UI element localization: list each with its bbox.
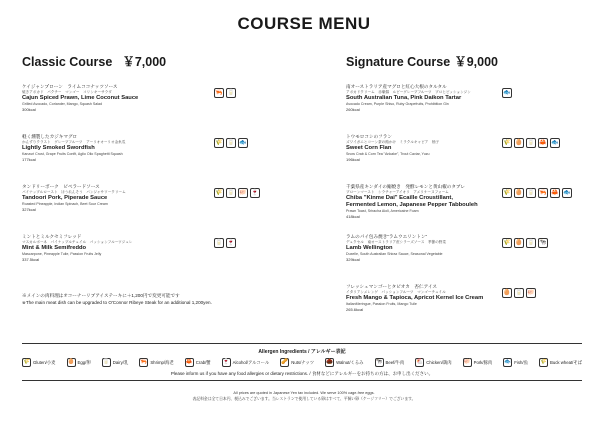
footer-en: All prices are quoted in Japanese Yen tax included. We serve 100% cage-free eggs. bbox=[233, 391, 375, 395]
allergen-label: Egg/卵 bbox=[77, 359, 91, 365]
item-desc-jp: プローンマースト シラチャーアイオリ アメリケーヌフォーム bbox=[346, 190, 449, 194]
allergen-icons bbox=[214, 138, 248, 148]
egg-icon: 🥚 bbox=[503, 290, 511, 296]
classic-course-heading bbox=[22, 52, 252, 70]
item-desc-jp: かんずりクラスト グレープフルーツ アーリオオーリオ金糸瓜 bbox=[22, 140, 126, 144]
item-name-jp: タンドリーポーク ピペラードソース bbox=[22, 184, 100, 189]
item-desc-jp: マスカルポーネ パイナップルチュイル パッションフルーツジュレ bbox=[22, 240, 133, 244]
item-desc-en: Kanzuri Crust, Grape Fruits Confit, Aglio Olio Spaghetti Squash bbox=[22, 152, 123, 156]
item-name-en: Sweet Corn Flan bbox=[346, 145, 392, 151]
allergen-note: Please inform us if you have any food allergies or dietary restrictions. / 食材などにアレルギーをお持ちの方は、お申し出ください。 bbox=[170, 371, 434, 376]
allergen-label: Shrimp/海老 bbox=[150, 359, 174, 365]
item-name-en: South Australian Tuna, Pink Daikon Tartar bbox=[346, 95, 462, 101]
milk-icon: 🥛 bbox=[227, 190, 235, 196]
item-name-en-2: Fermented Lemon, Japanese Pepper Tabbouleh bbox=[346, 202, 478, 208]
item-desc-jp: アボカドクリーム 赤紫蘇 ルビーグレープフルーツ プロヒビッションジン bbox=[346, 90, 471, 94]
item-calories: 418kcal bbox=[346, 214, 360, 219]
item-desc-en: Roasted Pineapple, Indian Spinach, Beet Sour Cream bbox=[22, 202, 108, 206]
item-name-jp: ケイジャンプローン ライムココナッツソース bbox=[22, 84, 118, 89]
allergen-label: Dairy/乳 bbox=[112, 359, 129, 365]
allergen-label: Pork/豚肉 bbox=[473, 359, 493, 365]
menu-item bbox=[22, 184, 259, 234]
item-calories: 196kcal bbox=[346, 157, 360, 162]
allergen-item bbox=[139, 358, 173, 367]
pork-icon: 🐖 bbox=[463, 358, 472, 367]
fish-icon: 🐟 bbox=[239, 140, 247, 146]
beef-icon: 🐄 bbox=[539, 240, 547, 246]
alcohol-icon: 🍷 bbox=[222, 358, 231, 367]
allergen-label: Walnut/くるみ bbox=[336, 359, 364, 365]
course-price: ￥9,000 bbox=[454, 55, 498, 69]
allergen-icons bbox=[214, 188, 260, 198]
allergen-label: Gluten/小麦 bbox=[33, 359, 56, 365]
allergen-label: Buck wheat/そば bbox=[549, 359, 582, 365]
allergen-item bbox=[415, 358, 451, 367]
milk-icon: 🥛 bbox=[515, 290, 523, 296]
allergen-item bbox=[22, 358, 55, 367]
allergen-item bbox=[280, 358, 314, 367]
beef-icon: 🐄 bbox=[375, 358, 384, 367]
note-en: ※The main meat dish can be upgraded to O'Connor Ribeye Steak for an additional 1,200yen. bbox=[22, 300, 212, 305]
wheat-icon: 🌾 bbox=[215, 140, 223, 146]
allergen-item bbox=[67, 358, 91, 367]
egg-icon: 🥚 bbox=[67, 358, 76, 367]
wheat-icon: 🌾 bbox=[503, 140, 511, 146]
fish-icon: 🐟 bbox=[551, 140, 559, 146]
item-desc-jp: イタリアンメレンゲ パッションフルーツ マンゴーチュイル bbox=[346, 290, 446, 294]
wheat-icon: 🌾 bbox=[503, 240, 511, 246]
allergen-item bbox=[325, 358, 363, 367]
allergen-icons bbox=[502, 88, 512, 98]
item-name-en: Tandoori Pork, Piperade Sauce bbox=[22, 195, 108, 201]
wheat-icon: 🌾 bbox=[503, 190, 511, 196]
allergen-icons bbox=[214, 88, 236, 98]
milk-icon: 🥛 bbox=[527, 240, 535, 246]
item-desc-en: Duxelle, South Australian Shiraz Sauce, Seasonal Vegetable bbox=[346, 252, 443, 256]
allergen-icons bbox=[502, 138, 560, 148]
buckwheat-icon: 🌾 bbox=[539, 358, 548, 367]
item-name-jp: 南オーストラリア産マグロと紅心大根のタルタル bbox=[346, 84, 447, 89]
milk-icon: 🥛 bbox=[527, 140, 535, 146]
egg-icon: 🥚 bbox=[515, 140, 523, 146]
item-name-en: Lamb Wellington bbox=[346, 245, 393, 251]
alcohol-icon: 🍷 bbox=[251, 190, 259, 196]
gluten-icon: 🌾 bbox=[22, 358, 31, 367]
milk-icon: 🥛 bbox=[527, 190, 535, 196]
item-desc-jp: ズワイガニとコーン茶の餡かけ ミラクルキャビア 柚子 bbox=[346, 140, 440, 144]
item-desc-en: Mascarpone, Pineapple Tuile, Passion Fruits Jelly bbox=[22, 252, 102, 256]
allergen-item bbox=[222, 358, 270, 367]
allergen-legend bbox=[22, 343, 582, 381]
allergen-item bbox=[539, 358, 582, 367]
item-name-jp: ミントとミルクセミフレッド bbox=[22, 234, 82, 239]
item-desc-jp: パイナップルロースト ほうれんそう パンジャサワークリーム bbox=[22, 190, 126, 194]
menu-item bbox=[346, 234, 576, 284]
course-name: Classic Course bbox=[22, 55, 113, 69]
milk-icon: 🥛 bbox=[227, 90, 235, 96]
allergen-row bbox=[22, 358, 582, 367]
classic-course-column bbox=[22, 52, 259, 284]
allergen-label: Beef/牛肉 bbox=[385, 359, 405, 365]
footer bbox=[0, 390, 608, 402]
item-calories: 329kcal bbox=[346, 257, 360, 262]
allergen-icons bbox=[502, 188, 572, 198]
item-name-jp: 軽く燻製したカジキマグロ bbox=[22, 134, 78, 139]
walnut-icon: 🌰 bbox=[325, 358, 334, 367]
signature-course-column bbox=[346, 52, 576, 334]
allergen-item bbox=[463, 358, 493, 367]
milk-icon: 🥛 bbox=[215, 240, 223, 246]
note-jp: ※メインの肉料理はオコーナーリブアイステーキに＋1,200円で変更可能です bbox=[22, 293, 180, 298]
fish-icon: 🐟 bbox=[503, 358, 512, 367]
shrimp-icon: 🦐 bbox=[539, 190, 547, 196]
allergen-icons bbox=[502, 238, 548, 248]
menu-item bbox=[346, 134, 576, 184]
item-desc-en: Grilled Avocado, Coriander, Mango, Squash Salad bbox=[22, 102, 103, 106]
menu-item bbox=[22, 84, 252, 134]
allergen-label: Fish/魚 bbox=[514, 359, 528, 365]
milk-icon: 🥛 bbox=[227, 140, 235, 146]
item-calories: 260kcal bbox=[346, 107, 360, 112]
dairy-icon: 🥛 bbox=[102, 358, 111, 367]
menu-item bbox=[346, 184, 576, 234]
item-desc-en: Snow Crab & Corn Tea "Ankake", Trout Caviar, Yuzu bbox=[346, 152, 430, 156]
egg-icon: 🥚 bbox=[515, 240, 523, 246]
fish-icon: 🐟 bbox=[563, 190, 571, 196]
item-desc-en: Avocado Cream, Purple Shiso, Ruby Grapefruits, Prohibition Gin bbox=[346, 102, 449, 106]
alcohol-icon: 🍷 bbox=[227, 240, 235, 246]
shrimp-icon: 🦐 bbox=[139, 358, 148, 367]
menu-item bbox=[22, 134, 252, 184]
menu-item bbox=[22, 234, 252, 284]
page-title: COURSE MENU bbox=[237, 14, 371, 33]
egg-icon: 🥚 bbox=[515, 190, 523, 196]
allergen-label: Nuts/ナッツ bbox=[291, 359, 315, 365]
item-name-jp: フレッシュマンゴーとタピオカ 杏仁アイス bbox=[346, 284, 437, 289]
item-desc-en: ItalianMeringue, Passion Fruits, Mango Tuile bbox=[346, 302, 417, 306]
allergen-label: Alcohol/アルコール bbox=[232, 359, 270, 365]
pork-icon: 🐖 bbox=[527, 290, 535, 296]
signature-course-heading bbox=[346, 52, 576, 70]
menu-item bbox=[346, 84, 576, 134]
item-name-jp: トウモロコシのフラン bbox=[346, 134, 392, 139]
crab-icon: 🦀 bbox=[551, 190, 559, 196]
item-name-en: Chiba "Kinme Dai" Ecaille Croustillant, bbox=[346, 195, 453, 201]
wheat-icon: 🌾 bbox=[215, 190, 223, 196]
shrimp-icon: 🦐 bbox=[215, 90, 223, 96]
menu-item bbox=[346, 284, 576, 334]
chicken-icon: 🐔 bbox=[415, 358, 424, 367]
item-calories: 327kcal bbox=[22, 207, 36, 212]
item-name-en: Cajun Spiced Prawn, Lime Coconut Sauce bbox=[22, 95, 139, 101]
item-calories: 177kcal bbox=[22, 157, 36, 162]
item-calories: 300kcal bbox=[22, 107, 36, 112]
allergen-icons bbox=[502, 288, 536, 298]
pork-icon: 🐖 bbox=[239, 190, 247, 196]
allergen-label: Chicken/鶏肉 bbox=[426, 359, 452, 365]
upgrade-notes bbox=[22, 292, 322, 306]
course-name: Signature Course bbox=[346, 55, 451, 69]
item-desc-jp: 焼きアボカド パクチー マンゴー コリンキーサラダ bbox=[22, 90, 112, 94]
item-name-en: Fresh Mango & Tapioca, Apricot Kernel Ice Cream bbox=[346, 295, 484, 301]
allergen-item bbox=[102, 358, 129, 367]
item-desc-jp: デュクセル 南オーストラリア産シラーズソース 季節の野菜 bbox=[346, 240, 446, 244]
course-price: ￥7,000 bbox=[122, 55, 167, 69]
allergen-item bbox=[185, 358, 211, 367]
item-name-en: Lightly Smoked Swordfish bbox=[22, 145, 95, 151]
allergen-item bbox=[375, 358, 405, 367]
item-name-jp: ラムのパイ包み焼き“ラムウエリントン” bbox=[346, 234, 428, 239]
allergen-item bbox=[503, 358, 528, 367]
item-name-en: Mint & Milk Semifreddo bbox=[22, 245, 87, 251]
item-calories: 337.5kcal bbox=[22, 257, 40, 262]
footer-jp: 表記料金は全て日本円、税込みでございます。当レストランで使用している卵はすべて、平飼い卵（ケージフリー）でございます。 bbox=[192, 397, 416, 401]
allergen-icons bbox=[214, 238, 236, 248]
item-calories: 265.6kcal bbox=[346, 307, 364, 312]
fish-icon: 🐟 bbox=[503, 90, 511, 96]
crab-icon: 🦀 bbox=[539, 140, 547, 146]
allergen-title: Allergen Ingredients / アレルギー表記 bbox=[258, 349, 346, 355]
item-name-jp: 千葉県産キンダイの鰯焼き 発酵レモンと黄山椒のタブレ bbox=[346, 184, 465, 189]
item-desc-en: Prawn Toast, Sriracha Aioli, Americaine Foam bbox=[346, 209, 419, 213]
allergen-label: Crab/蟹 bbox=[195, 359, 211, 365]
crab-icon: 🦀 bbox=[185, 358, 194, 367]
nuts-icon: 🥜 bbox=[280, 358, 289, 367]
